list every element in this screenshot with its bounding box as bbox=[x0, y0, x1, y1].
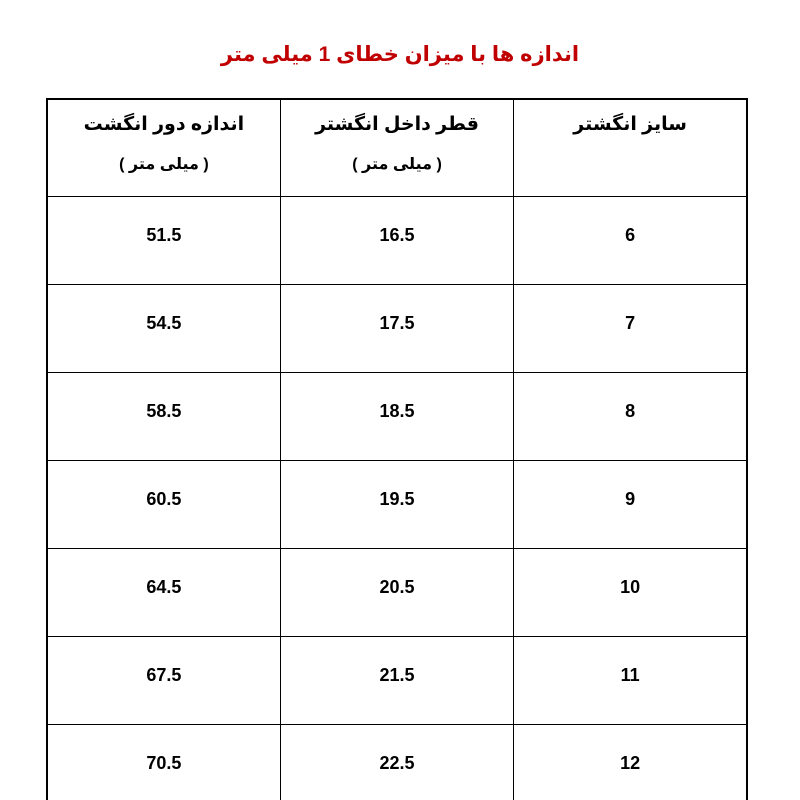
table-row bbox=[47, 637, 747, 725]
col-header-inner-diameter bbox=[280, 99, 513, 197]
cell-circumference: 67.5 bbox=[47, 637, 280, 725]
table-row bbox=[47, 461, 747, 549]
col-header-sublabel: ( میلی متر ) bbox=[352, 156, 442, 173]
table-row bbox=[47, 197, 747, 285]
cell-inner-diameter: 18.5 bbox=[280, 373, 513, 461]
cell-ring-size: 7 bbox=[514, 285, 747, 373]
col-header-label: سایز انگشتر bbox=[573, 114, 687, 135]
cell-inner-diameter: 19.5 bbox=[280, 461, 513, 549]
col-header-ring-size bbox=[514, 99, 747, 197]
table-row bbox=[47, 373, 747, 461]
table-row bbox=[47, 549, 747, 637]
cell-circumference: 51.5 bbox=[47, 197, 280, 285]
cell-inner-diameter: 21.5 bbox=[280, 637, 513, 725]
cell-circumference: 60.5 bbox=[47, 461, 280, 549]
cell-ring-size: 12 bbox=[514, 725, 747, 800]
cell-ring-size: 6 bbox=[514, 197, 747, 285]
cell-inner-diameter: 22.5 bbox=[280, 725, 513, 800]
cell-circumference: 70.5 bbox=[47, 725, 280, 800]
cell-circumference: 64.5 bbox=[47, 549, 280, 637]
ring-size-table bbox=[46, 98, 748, 800]
page-title: اندازه ها با میزان خطای 1 میلی متر bbox=[220, 43, 580, 66]
cell-circumference: 54.5 bbox=[47, 285, 280, 373]
cell-ring-size: 8 bbox=[514, 373, 747, 461]
header-row bbox=[47, 99, 747, 197]
cell-inner-diameter: 16.5 bbox=[280, 197, 513, 285]
cell-ring-size: 9 bbox=[514, 461, 747, 549]
table-row bbox=[47, 725, 747, 800]
col-header-label: اندازه دور انگشت bbox=[83, 114, 245, 135]
cell-inner-diameter: 17.5 bbox=[280, 285, 513, 373]
cell-inner-diameter: 20.5 bbox=[280, 549, 513, 637]
table-row bbox=[47, 285, 747, 373]
col-header-circumference bbox=[47, 99, 280, 197]
col-header-sublabel: ( میلی متر ) bbox=[119, 156, 209, 173]
cell-ring-size: 11 bbox=[514, 637, 747, 725]
col-header-label: قطر داخل انگشتر bbox=[315, 114, 479, 135]
cell-ring-size: 10 bbox=[514, 549, 747, 637]
cell-circumference: 58.5 bbox=[47, 373, 280, 461]
